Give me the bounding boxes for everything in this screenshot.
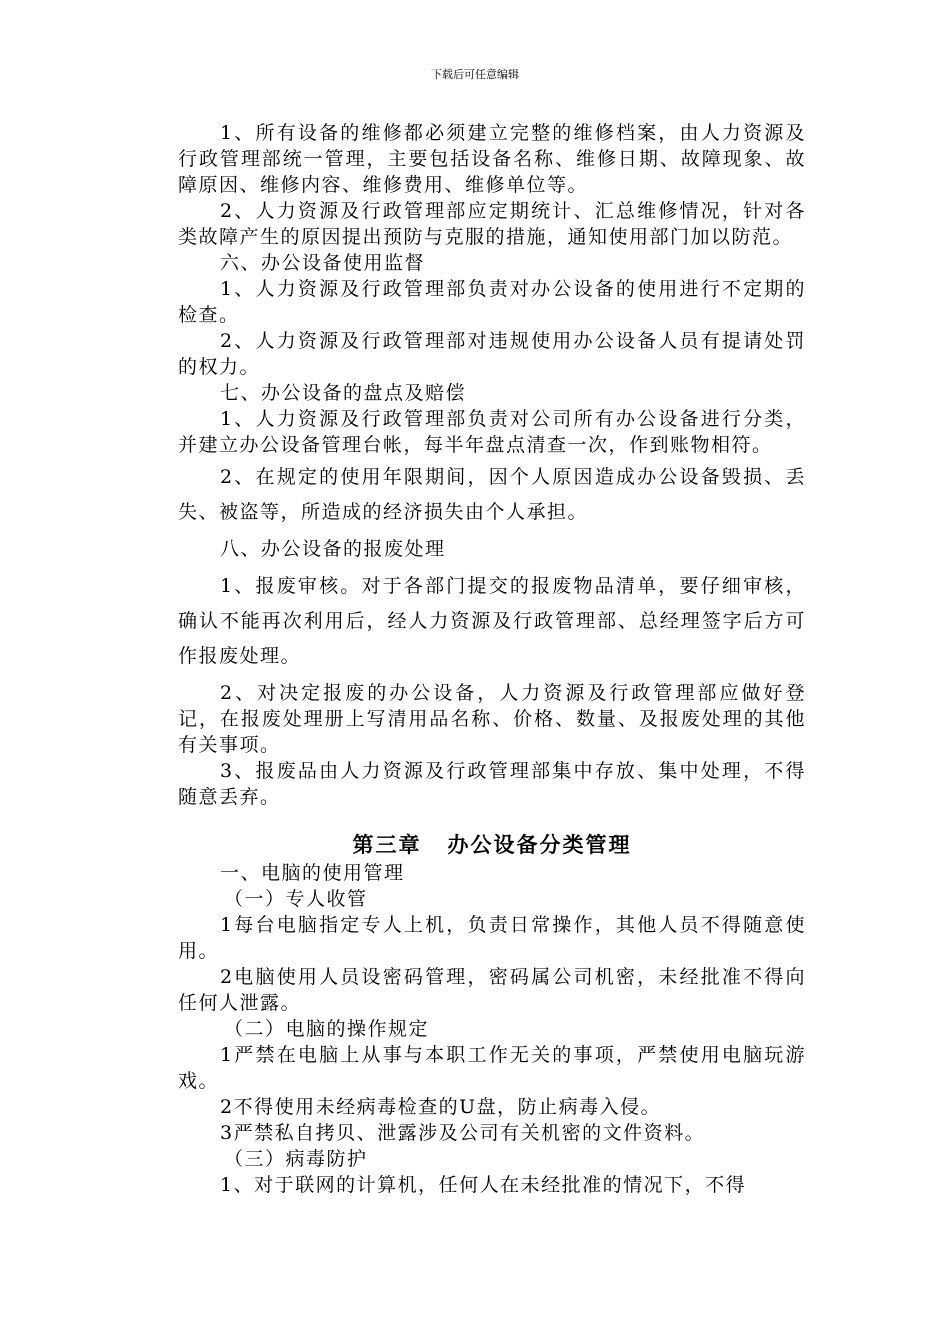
section-heading-usage-supervision: 六、办公设备使用监督 <box>220 252 426 274</box>
subsection-heading-virus-protection: （三）病毒防护 <box>224 1148 368 1170</box>
paragraph-networked-computers: 1、对于联网的计算机，任何人在未经批准的情况下，不得 <box>220 1174 747 1196</box>
paragraph-maintenance-records: 1、所有设备的维修都必须建立完整的维修档案，由人力资源及行政管理部统一管理，主要包括设备名称、维修日期、故障现象、故障原因、维修内容、维修费用、维修单位等。 <box>178 122 806 196</box>
paragraph-no-games: 1严禁在电脑上从事与本职工作无关的事项，严禁使用电脑玩游戏。 <box>178 1044 806 1092</box>
paragraph-inventory-ledger: 1、人力资源及行政管理部负责对公司所有办公设备进行分类，并建立办公设备管理台帐，每半年盘点清查一次，作到账物相符。 <box>178 408 806 456</box>
paragraph-loss-compensation: 2、在规定的使用年限期间，因个人原因造成办公设备毁损、丢失、被盗等，所造成的经济损失由个人承担。 <box>178 466 806 523</box>
section-heading-inventory-compensation: 七、办公设备的盘点及赔偿 <box>220 382 467 404</box>
paragraph-dedicated-operator: 1每台电脑指定专人上机，负责日常操作，其他人员不得随意使用。 <box>178 914 806 962</box>
section-heading-disposal: 八、办公设备的报废处理 <box>220 538 446 560</box>
paragraph-maintenance-statistics: 2、人力资源及行政管理部应定期统计、汇总维修情况，针对各类故障产生的原因提出预防与克服的措施，通知使用部门加以防范。 <box>178 200 806 248</box>
paragraph-no-copying-secrets: 3严禁私自拷贝、泄露涉及公司有关机密的文件资料。 <box>220 1122 706 1144</box>
paragraph-disposal-review: 1、报废审核。对于各部门提交的报废物品清单，要仔细审核，确认不能再次利用后，经人力资源及行政管理部、总经理签字后方可作报废处理。 <box>178 575 806 667</box>
paragraph-penalty-right: 2、人力资源及行政管理部对违规使用办公设备人员有提请处罚的权力。 <box>178 330 806 378</box>
paragraph-irregular-inspection: 1、人力资源及行政管理部负责对办公设备的使用进行不定期的检查。 <box>178 278 806 326</box>
chapter-number: 第三章 <box>352 833 422 857</box>
paragraph-disposal-registration: 2、对决定报废的办公设备，人力资源及行政管理部应做好登记，在报废处理册上写清用品名称、价格、数量、及报废处理的其他有关事项。 <box>178 682 806 756</box>
document-body <box>178 120 806 1198</box>
page-header-note: 下载后可任意编辑 <box>431 68 519 81</box>
section-heading-computer-usage: 一、电脑的使用管理 <box>220 862 405 884</box>
paragraph-disposal-storage: 3、报废品由人力资源及行政管理部集中存放、集中处理，不得随意丢弃。 <box>178 760 806 808</box>
paragraph-password-management: 2电脑使用人员设密码管理，密码属公司机密，未经批准不得向任何人泄露。 <box>178 966 806 1014</box>
subsection-heading-dedicated-custody: （一）专人收管 <box>224 888 368 910</box>
subsection-heading-operation-rules: （二）电脑的操作规定 <box>224 1018 430 1040</box>
chapter-heading <box>178 830 806 860</box>
paragraph-usb-virus-check: 2不得使用未经病毒检查的U盘，防止病毒入侵。 <box>220 1096 662 1118</box>
chapter-title: 办公设备分类管理 <box>447 833 632 857</box>
